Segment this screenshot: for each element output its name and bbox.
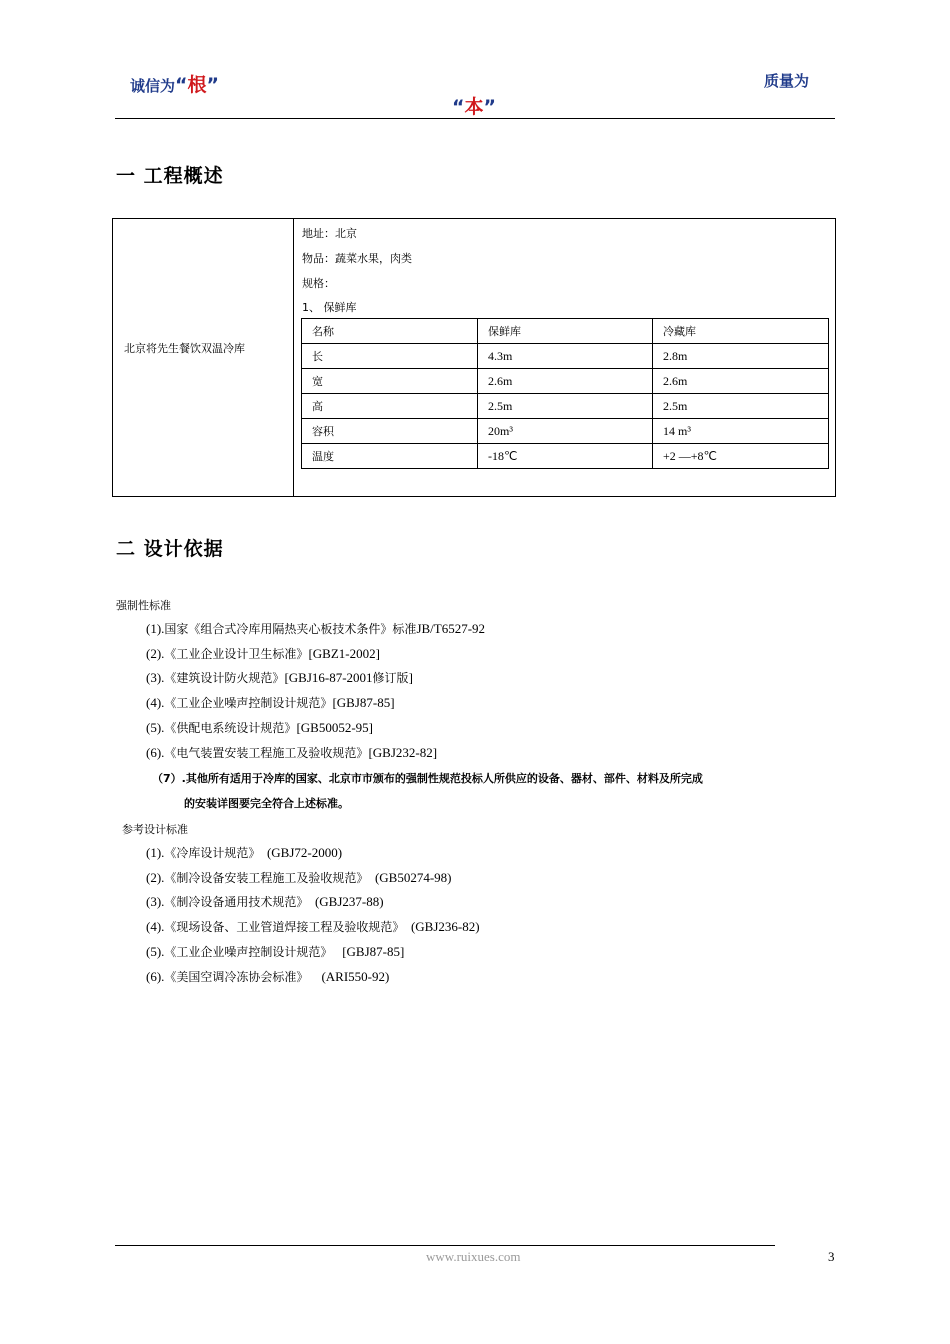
list-item-num: (6). <box>146 969 165 984</box>
spec-item-label: 1、 保鲜库 <box>302 301 357 314</box>
list-item <box>146 943 404 960</box>
list-item-num: (1). <box>146 845 165 860</box>
list-item <box>146 645 380 662</box>
project-name: 北京将先生餐饮双温冷库 <box>124 342 245 355</box>
list-item-num: (6). <box>146 745 165 760</box>
list-item-code: (GBJ72-2000) <box>260 845 343 860</box>
list-item-text: 《美国空调冷冻协会标准》 <box>164 970 309 984</box>
table-header-cell: 保鲜库 <box>478 319 653 344</box>
table-header-cell: 名称 <box>302 319 478 344</box>
footer-rule <box>115 1245 775 1246</box>
project-goods: 物品：蔬菜水果，肉类 <box>302 252 412 265</box>
table-cell: 容积 <box>302 419 478 444</box>
list-item-code: [GBJ16-87-2001 <box>284 670 373 685</box>
overview-divider <box>293 219 294 496</box>
list-item <box>146 844 342 861</box>
list-item-num: (4). <box>146 695 165 710</box>
header-left-quote-close: ” <box>206 74 220 96</box>
header-left-text: 诚信为 <box>130 77 176 95</box>
list-item-code: [GBJ232-82] <box>368 745 438 760</box>
table-cell: 2.6m <box>478 369 653 394</box>
table-cell: 2.8m <box>653 344 829 369</box>
header-right-slogan: 质量为 <box>764 72 810 90</box>
table-cell: 2.5m <box>478 394 653 419</box>
header-rule <box>115 118 835 119</box>
table-row <box>302 444 829 469</box>
list-item <box>146 694 395 711</box>
list-item-num: (2). <box>146 870 165 885</box>
list-item-code: JB/T6527-92 <box>416 621 486 636</box>
list-item-code: [GBJ87-85] <box>332 944 405 959</box>
list-item-num: (1). <box>146 621 165 636</box>
table-cell: 2.5m <box>653 394 829 419</box>
list-item-code: [GBZ1-2002] <box>308 646 380 661</box>
list-item-text: 《制冷设备安装工程施工及验收规范》 <box>164 871 369 885</box>
list-item-code: [GBJ87-85] <box>332 695 395 710</box>
project-address: 地址：北京 <box>302 227 357 240</box>
table-cell: 4.3m <box>478 344 653 369</box>
mandatory-item-7-line1: （7）.其他所有适用于冷库的国家、北京市市颁布的强制性规范投标人所供应的设备、器材、部件、材料及所完成 <box>152 772 703 785</box>
list-item-text: 国家《组合式冷库用隔热夹心板技术条件》标准 <box>164 622 417 636</box>
table-cell: -18℃ <box>478 444 653 469</box>
header-left-highlight: 根 <box>187 74 207 96</box>
list-item-text: 《电气装置安装工程施工及验收规范》 <box>164 746 369 760</box>
list-item <box>146 744 437 761</box>
list-item <box>146 620 485 637</box>
table-cell: 温度 <box>302 444 478 469</box>
table-cell: 14 m³ <box>653 419 829 444</box>
list-item-text: 《建筑设计防火规范》 <box>164 671 285 685</box>
mandatory-item-7-line2: 的安装详图要完全符合上述标准。 <box>184 797 349 810</box>
list-item-code: (GBJ236-82) <box>404 919 480 934</box>
header-left-slogan <box>130 70 219 97</box>
table-row <box>302 394 829 419</box>
list-item-num: (4). <box>146 919 165 934</box>
list-item <box>146 968 389 985</box>
section2-title: 二 设计依据 <box>116 538 224 560</box>
table-header-cell: 冷藏库 <box>653 319 829 344</box>
list-item <box>146 669 413 686</box>
header-center-highlight: 本 <box>464 96 484 118</box>
table-row <box>302 369 829 394</box>
list-item-text: 《制冷设备通用技术规范》 <box>164 895 309 909</box>
table-cell: 高 <box>302 394 478 419</box>
section1-title: 一 工程概述 <box>116 165 224 187</box>
spec-table <box>301 318 829 469</box>
list-item-text: 《工业企业设计卫生标准》 <box>164 647 309 661</box>
table-cell: 2.6m <box>653 369 829 394</box>
list-item-num: (5). <box>146 720 165 735</box>
list-item-text: 《冷库设计规范》 <box>164 846 261 860</box>
header-center-slogan <box>452 92 496 119</box>
table-header-row <box>302 319 829 344</box>
spec-label: 规格： <box>302 277 335 290</box>
list-item-tail: ] <box>408 670 413 685</box>
list-item-text: 《供配电系统设计规范》 <box>164 721 297 735</box>
list-item-suffix: 修订版 <box>372 671 409 685</box>
list-item-text: 《工业企业噪声控制设计规范》 <box>164 696 333 710</box>
table-cell: 20m³ <box>478 419 653 444</box>
table-row <box>302 419 829 444</box>
list-item-num: (3). <box>146 670 165 685</box>
reference-label: 参考设计标准 <box>122 823 188 836</box>
list-item-num: (2). <box>146 646 165 661</box>
list-item <box>146 893 384 910</box>
list-item <box>146 869 451 886</box>
table-cell: 长 <box>302 344 478 369</box>
list-item-code: (GBJ237-88) <box>308 894 384 909</box>
list-item-text: 《现场设备、工业管道焊接工程及验收规范》 <box>164 920 405 934</box>
list-item <box>146 719 373 736</box>
page-number: 3 <box>828 1249 835 1264</box>
list-item-code: (ARI550-92) <box>308 969 390 984</box>
table-cell: 宽 <box>302 369 478 394</box>
list-item-num: (5). <box>146 944 165 959</box>
list-item-code: (GB50274-98) <box>368 870 452 885</box>
list-item-code: [GB50052-95] <box>296 720 373 735</box>
mandatory-label: 强制性标准 <box>116 599 171 612</box>
header-center-quote-open: “ <box>452 96 465 118</box>
footer-url[interactable]: www.ruixues.com <box>426 1249 521 1264</box>
list-item <box>146 918 480 935</box>
list-item-text: 《工业企业噪声控制设计规范》 <box>164 945 333 959</box>
list-item-num: (3). <box>146 894 165 909</box>
table-row <box>302 344 829 369</box>
header-center-quote-close: ” <box>483 96 497 118</box>
header-left-quote-open: “ <box>175 74 188 96</box>
table-cell: +2 —+8℃ <box>653 444 829 469</box>
